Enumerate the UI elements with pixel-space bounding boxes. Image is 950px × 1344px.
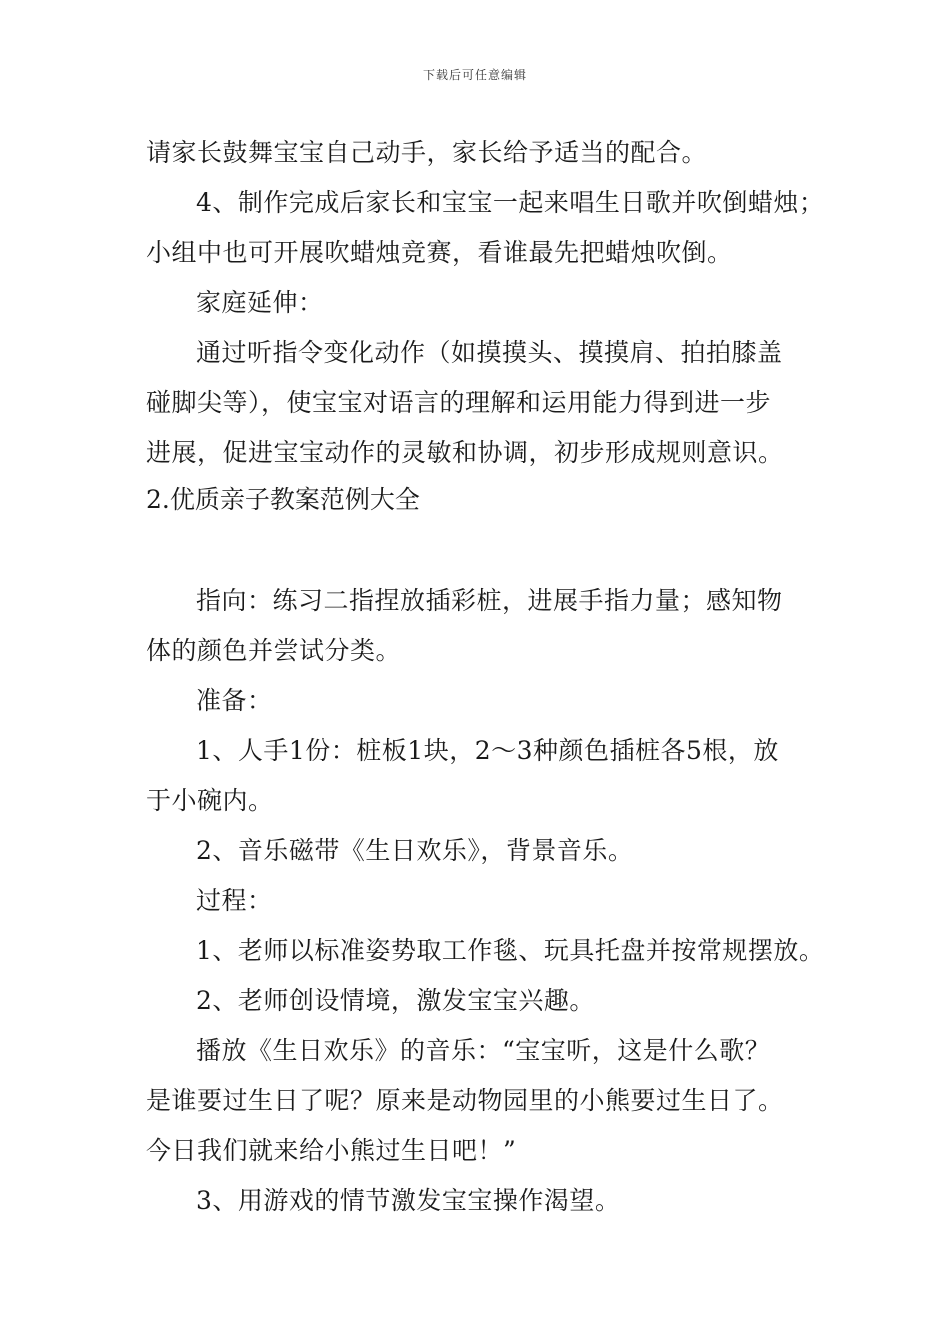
paragraph-line: 是谁要过生日了呢？原来是动物园里的小熊要过生日了。 (146, 1086, 784, 1115)
paragraph-line: 2、老师创设情境，激发宝宝兴趣。 (196, 986, 595, 1015)
paragraph-line: 1、人手1份：桩板1块，2～3种颜色插桩各5根，放 (196, 736, 779, 765)
section-label: 准备： (196, 686, 273, 715)
section-label: 家庭延伸： (196, 288, 324, 317)
paragraph-line: 2、音乐磁带《生日欢乐》，背景音乐。 (196, 836, 634, 865)
paragraph-line: 请家长鼓舞宝宝自己动手，家长给予适当的配合。 (146, 138, 708, 167)
paragraph-line: 4、制作完成后家长和宝宝一起来唱生日歌并吹倒蜡烛； (196, 188, 825, 217)
paragraph-line: 碰脚尖等），使宝宝对语言的理解和运用能力得到进一步 (146, 388, 772, 417)
paragraph-line: 播放《生日欢乐》的音乐：“宝宝听，这是什么歌？ (196, 1036, 771, 1065)
paragraph-line: 体的颜色并尝试分类。 (146, 636, 402, 665)
section-heading: 2.优质亲子教案范例大全 (146, 485, 420, 514)
blank-space (146, 528, 816, 576)
paragraph-line: 今日我们就来给小熊过生日吧！” (146, 1136, 517, 1165)
document-body (146, 128, 825, 1226)
paragraph-line: 通过听指令变化动作（如摸摸头、摸摸肩、拍拍膝盖 (196, 338, 783, 367)
paragraph-line: 进展，促进宝宝动作的灵敏和协调，初步形成规则意识。 (146, 438, 784, 467)
paragraph-line: 指向：练习二指捏放插彩桩，进展手指力量；感知物 (196, 586, 783, 615)
paragraph-line: 3、用游戏的情节激发宝宝操作渴望。 (196, 1186, 621, 1215)
paragraph-line: 1、老师以标准姿势取工作毯、玩具托盘并按常规摆放。 (196, 936, 825, 965)
paragraph-line: 小组中也可开展吹蜡烛竞赛，看谁最先把蜡烛吹倒。 (146, 238, 733, 267)
section-label: 过程： (196, 886, 273, 915)
paragraph-line: 于小碗内。 (146, 786, 274, 815)
page-header: 下载后可任意编辑 (422, 68, 527, 82)
